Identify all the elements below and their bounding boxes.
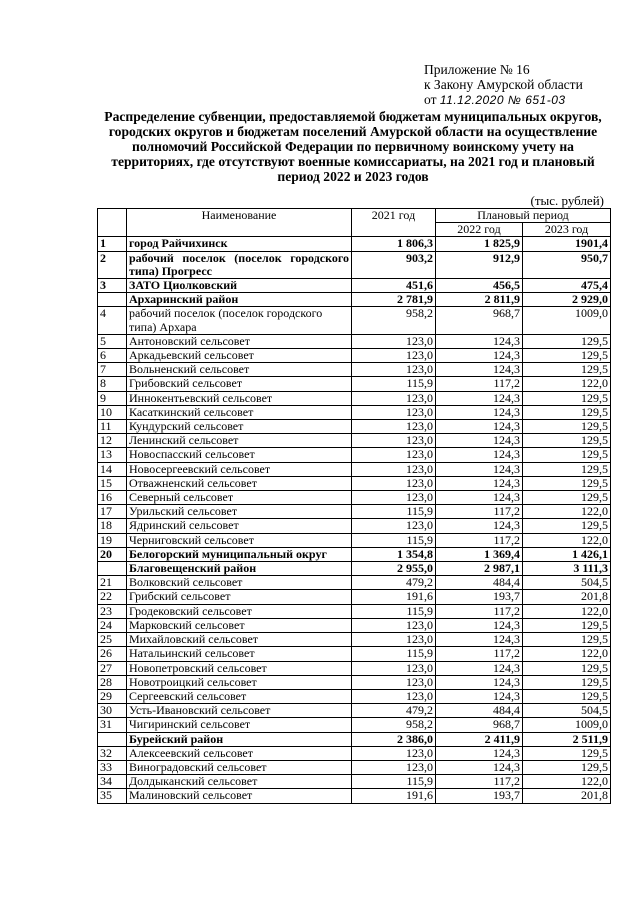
value-2022: 117,2 xyxy=(436,533,523,547)
table-row xyxy=(98,775,611,789)
row-number: 33 xyxy=(98,760,127,774)
value-2023: 129,5 xyxy=(523,349,611,363)
row-name: рабочий поселок (поселок городского типа) Прогресс xyxy=(127,251,352,278)
value-2023: 2 511,9 xyxy=(523,732,611,746)
table-row xyxy=(98,533,611,547)
table-row xyxy=(98,391,611,405)
value-2023: 129,5 xyxy=(523,448,611,462)
table-row xyxy=(98,519,611,533)
value-2021: 958,2 xyxy=(352,307,436,334)
table-row xyxy=(98,633,611,647)
table-row xyxy=(98,704,611,718)
row-name: Бурейский район xyxy=(127,732,352,746)
row-number: 26 xyxy=(98,647,127,661)
value-2022: 124,3 xyxy=(436,746,523,760)
value-2021: 123,0 xyxy=(352,434,436,448)
table-row xyxy=(98,462,611,476)
row-name: Благовещенский район xyxy=(127,562,352,576)
row-name: город Райчихинск xyxy=(127,237,352,251)
row-number: 29 xyxy=(98,689,127,703)
row-name: Белогорский муниципальный округ xyxy=(127,547,352,561)
row-name: Усть-Ивановский сельсовет xyxy=(127,704,352,718)
row-name: Чигиринский сельсовет xyxy=(127,718,352,732)
value-2023: 122,0 xyxy=(523,505,611,519)
table-row xyxy=(98,405,611,419)
value-2021: 191,6 xyxy=(352,590,436,604)
value-2022: 124,3 xyxy=(436,476,523,490)
row-number: 8 xyxy=(98,377,127,391)
value-2022: 193,7 xyxy=(436,789,523,803)
value-2021: 115,9 xyxy=(352,647,436,661)
table-row xyxy=(98,434,611,448)
value-2023: 950,7 xyxy=(523,251,611,278)
value-2021: 123,0 xyxy=(352,491,436,505)
table-row xyxy=(98,237,611,251)
table-row xyxy=(98,732,611,746)
row-number: 22 xyxy=(98,590,127,604)
row-name: Марковский сельсовет xyxy=(127,618,352,632)
value-2022: 124,3 xyxy=(436,760,523,774)
table-row xyxy=(98,618,611,632)
value-2023: 122,0 xyxy=(523,604,611,618)
value-2022: 117,2 xyxy=(436,775,523,789)
subsidy-table xyxy=(97,208,611,804)
row-number: 25 xyxy=(98,633,127,647)
value-2023: 129,5 xyxy=(523,476,611,490)
table-row xyxy=(98,279,611,293)
row-name: Гродековский сельсовет xyxy=(127,604,352,618)
value-2022: 124,3 xyxy=(436,334,523,348)
value-2022: 456,5 xyxy=(436,279,523,293)
value-2021: 123,0 xyxy=(352,405,436,419)
value-2021: 1 354,8 xyxy=(352,547,436,561)
document-title: Распределение субвенции, предоставляемой бюджетам муниципальных округов, городских округов и бюджетам поселений Амурской области на осуществление полномочий Российской Федерации по первичному воинскому учету на территориях, где отсутствуют военные комиссариаты, на 2021 год и плановый период 2022 и 2023 годов xyxy=(104,109,602,184)
row-number: 34 xyxy=(98,775,127,789)
value-2022: 2 987,1 xyxy=(436,562,523,576)
header-planned-period: Плановый период xyxy=(436,209,611,223)
row-name: Урильский сельсовет xyxy=(127,505,352,519)
row-number: 30 xyxy=(98,704,127,718)
value-2022: 117,2 xyxy=(436,604,523,618)
value-2021: 115,9 xyxy=(352,604,436,618)
value-2022: 117,2 xyxy=(436,377,523,391)
value-2023: 1901,4 xyxy=(523,237,611,251)
value-2021: 958,2 xyxy=(352,718,436,732)
value-2023: 129,5 xyxy=(523,618,611,632)
value-2023: 122,0 xyxy=(523,377,611,391)
value-2023: 1009,0 xyxy=(523,307,611,334)
value-2022: 124,3 xyxy=(436,689,523,703)
value-2022: 124,3 xyxy=(436,349,523,363)
value-2022: 484,4 xyxy=(436,704,523,718)
value-2023: 1 426,1 xyxy=(523,547,611,561)
value-2021: 2 955,0 xyxy=(352,562,436,576)
row-name: Ленинский сельсовет xyxy=(127,434,352,448)
row-name: Черниговский сельсовет xyxy=(127,533,352,547)
value-2021: 2 781,9 xyxy=(352,293,436,307)
value-2021: 479,2 xyxy=(352,576,436,590)
value-2022: 2 811,9 xyxy=(436,293,523,307)
value-2023: 129,5 xyxy=(523,391,611,405)
row-number: 18 xyxy=(98,519,127,533)
value-2023: 129,5 xyxy=(523,689,611,703)
value-2023: 129,5 xyxy=(523,661,611,675)
table-row xyxy=(98,505,611,519)
row-name: Новосергеевский сельсовет xyxy=(127,462,352,476)
value-2022: 124,3 xyxy=(436,491,523,505)
row-name: рабочий поселок (поселок городского типа) Архара xyxy=(127,307,352,334)
value-2023: 129,5 xyxy=(523,491,611,505)
value-2021: 115,9 xyxy=(352,775,436,789)
table-row xyxy=(98,293,611,307)
value-2022: 968,7 xyxy=(436,718,523,732)
table-row xyxy=(98,718,611,732)
row-name: Михайловский сельсовет xyxy=(127,633,352,647)
value-2021: 115,9 xyxy=(352,533,436,547)
table-row xyxy=(98,789,611,803)
row-number: 28 xyxy=(98,675,127,689)
table-row xyxy=(98,349,611,363)
value-2021: 123,0 xyxy=(352,746,436,760)
appendix-number: Приложение № 16 xyxy=(424,62,530,77)
row-number: 10 xyxy=(98,405,127,419)
value-2021: 903,2 xyxy=(352,251,436,278)
value-2023: 129,5 xyxy=(523,434,611,448)
row-number xyxy=(98,293,127,307)
table-row xyxy=(98,476,611,490)
row-number: 6 xyxy=(98,349,127,363)
appendix-date-line xyxy=(424,92,583,108)
row-number: 20 xyxy=(98,547,127,561)
row-number: 27 xyxy=(98,661,127,675)
value-2023: 129,5 xyxy=(523,462,611,476)
value-2021: 1 806,3 xyxy=(352,237,436,251)
value-2022: 124,3 xyxy=(436,519,523,533)
value-2022: 2 411,9 xyxy=(436,732,523,746)
value-2022: 912,9 xyxy=(436,251,523,278)
row-number: 19 xyxy=(98,533,127,547)
table-row xyxy=(98,562,611,576)
table-row xyxy=(98,590,611,604)
row-number: 9 xyxy=(98,391,127,405)
value-2021: 451,6 xyxy=(352,279,436,293)
row-number: 3 xyxy=(98,279,127,293)
table-row xyxy=(98,420,611,434)
header-2021: 2021 год xyxy=(352,209,436,237)
row-number xyxy=(98,562,127,576)
value-2022: 124,3 xyxy=(436,434,523,448)
value-2023: 129,5 xyxy=(523,519,611,533)
value-2021: 123,0 xyxy=(352,689,436,703)
table-row xyxy=(98,675,611,689)
row-number: 14 xyxy=(98,462,127,476)
row-number: 11 xyxy=(98,420,127,434)
value-2022: 124,3 xyxy=(436,420,523,434)
row-name: Аркадьевский сельсовет xyxy=(127,349,352,363)
row-number: 5 xyxy=(98,334,127,348)
value-2023: 129,5 xyxy=(523,675,611,689)
value-2023: 129,5 xyxy=(523,420,611,434)
value-2023: 129,5 xyxy=(523,334,611,348)
header-number xyxy=(98,209,127,237)
value-2023: 129,5 xyxy=(523,633,611,647)
value-2021: 123,0 xyxy=(352,448,436,462)
table-row xyxy=(98,547,611,561)
row-number: 13 xyxy=(98,448,127,462)
value-2022: 124,3 xyxy=(436,405,523,419)
value-2023: 1009,0 xyxy=(523,718,611,732)
row-number: 31 xyxy=(98,718,127,732)
row-name: Кундурский сельсовет xyxy=(127,420,352,434)
value-2021: 123,0 xyxy=(352,349,436,363)
table-row xyxy=(98,251,611,278)
value-2021: 191,6 xyxy=(352,789,436,803)
table-row xyxy=(98,689,611,703)
table-row xyxy=(98,334,611,348)
value-2023: 129,5 xyxy=(523,760,611,774)
row-name: Грибский сельсовет xyxy=(127,590,352,604)
row-number: 2 xyxy=(98,251,127,278)
row-name: Касаткинский сельсовет xyxy=(127,405,352,419)
value-2022: 124,3 xyxy=(436,462,523,476)
value-2022: 124,3 xyxy=(436,448,523,462)
value-2023: 122,0 xyxy=(523,775,611,789)
value-2022: 117,2 xyxy=(436,647,523,661)
value-2021: 115,9 xyxy=(352,505,436,519)
row-name: Новопетровский сельсовет xyxy=(127,661,352,675)
value-2022: 968,7 xyxy=(436,307,523,334)
table-row xyxy=(98,604,611,618)
row-number: 1 xyxy=(98,237,127,251)
row-name: Ядринский сельсовет xyxy=(127,519,352,533)
row-name: Иннокентьевский сельсовет xyxy=(127,391,352,405)
value-2021: 123,0 xyxy=(352,334,436,348)
table-row xyxy=(98,377,611,391)
appendix-law: к Закону Амурской области xyxy=(424,77,583,92)
value-2022: 1 369,4 xyxy=(436,547,523,561)
row-number: 16 xyxy=(98,491,127,505)
value-2021: 123,0 xyxy=(352,661,436,675)
row-name: Натальинский сельсовет xyxy=(127,647,352,661)
table-header-row xyxy=(98,209,611,223)
header-name: Наименование xyxy=(127,209,352,237)
table-row xyxy=(98,448,611,462)
value-2021: 123,0 xyxy=(352,391,436,405)
row-name: Северный сельсовет xyxy=(127,491,352,505)
value-2023: 129,5 xyxy=(523,363,611,377)
value-2023: 3 111,3 xyxy=(523,562,611,576)
value-2021: 123,0 xyxy=(352,760,436,774)
row-name: Виноградовский сельсовет xyxy=(127,760,352,774)
row-name: ЗАТО Циолковский xyxy=(127,279,352,293)
value-2021: 123,0 xyxy=(352,363,436,377)
row-number: 23 xyxy=(98,604,127,618)
value-2023: 201,8 xyxy=(523,590,611,604)
table-row xyxy=(98,491,611,505)
row-number: 15 xyxy=(98,476,127,490)
row-number: 21 xyxy=(98,576,127,590)
value-2022: 117,2 xyxy=(436,505,523,519)
row-number: 17 xyxy=(98,505,127,519)
row-name: Вольненский сельсовет xyxy=(127,363,352,377)
row-name: Волковский сельсовет xyxy=(127,576,352,590)
value-2021: 123,0 xyxy=(352,420,436,434)
row-number: 35 xyxy=(98,789,127,803)
value-2022: 124,3 xyxy=(436,633,523,647)
row-name: Антоновский сельсовет xyxy=(127,334,352,348)
row-name: Архаринский район xyxy=(127,293,352,307)
value-2021: 123,0 xyxy=(352,476,436,490)
value-2022: 484,4 xyxy=(436,576,523,590)
units-label: (тыс. рублей) xyxy=(530,193,604,208)
value-2023: 504,5 xyxy=(523,704,611,718)
value-2022: 124,3 xyxy=(436,675,523,689)
row-name: Новоспасский сельсовет xyxy=(127,448,352,462)
table-row xyxy=(98,363,611,377)
row-name: Долдыканский сельсовет xyxy=(127,775,352,789)
row-name: Грибовский сельсовет xyxy=(127,377,352,391)
value-2021: 479,2 xyxy=(352,704,436,718)
value-2021: 123,0 xyxy=(352,633,436,647)
appendix-date-prefix: от xyxy=(424,92,437,107)
value-2023: 2 929,0 xyxy=(523,293,611,307)
value-2022: 124,3 xyxy=(436,661,523,675)
value-2021: 123,0 xyxy=(352,618,436,632)
table-row xyxy=(98,307,611,334)
row-number: 24 xyxy=(98,618,127,632)
value-2023: 475,4 xyxy=(523,279,611,293)
value-2023: 504,5 xyxy=(523,576,611,590)
value-2022: 124,3 xyxy=(436,363,523,377)
handwritten-date-number: 11.12.2020 № 651-03 xyxy=(439,93,566,107)
appendix-block xyxy=(424,62,583,108)
row-number: 4 xyxy=(98,307,127,334)
table-row xyxy=(98,576,611,590)
value-2023: 122,0 xyxy=(523,533,611,547)
table-row xyxy=(98,647,611,661)
value-2021: 2 386,0 xyxy=(352,732,436,746)
row-name: Малиновский сельсовет xyxy=(127,789,352,803)
row-number: 32 xyxy=(98,746,127,760)
header-2022: 2022 год xyxy=(436,223,523,237)
value-2021: 123,0 xyxy=(352,519,436,533)
value-2021: 115,9 xyxy=(352,377,436,391)
value-2021: 123,0 xyxy=(352,675,436,689)
row-name: Алексеевский сельсовет xyxy=(127,746,352,760)
table-row xyxy=(98,746,611,760)
row-number xyxy=(98,732,127,746)
table-row xyxy=(98,760,611,774)
value-2023: 122,0 xyxy=(523,647,611,661)
value-2022: 124,3 xyxy=(436,618,523,632)
value-2022: 193,7 xyxy=(436,590,523,604)
value-2023: 129,5 xyxy=(523,405,611,419)
value-2023: 129,5 xyxy=(523,746,611,760)
value-2023: 201,8 xyxy=(523,789,611,803)
row-name: Сергеевский сельсовет xyxy=(127,689,352,703)
row-number: 7 xyxy=(98,363,127,377)
row-number: 12 xyxy=(98,434,127,448)
value-2021: 123,0 xyxy=(352,462,436,476)
value-2022: 1 825,9 xyxy=(436,237,523,251)
value-2022: 124,3 xyxy=(436,391,523,405)
row-name: Отважненский сельсовет xyxy=(127,476,352,490)
row-name: Новотроицкий сельсовет xyxy=(127,675,352,689)
table-row xyxy=(98,661,611,675)
header-2023: 2023 год xyxy=(523,223,611,237)
